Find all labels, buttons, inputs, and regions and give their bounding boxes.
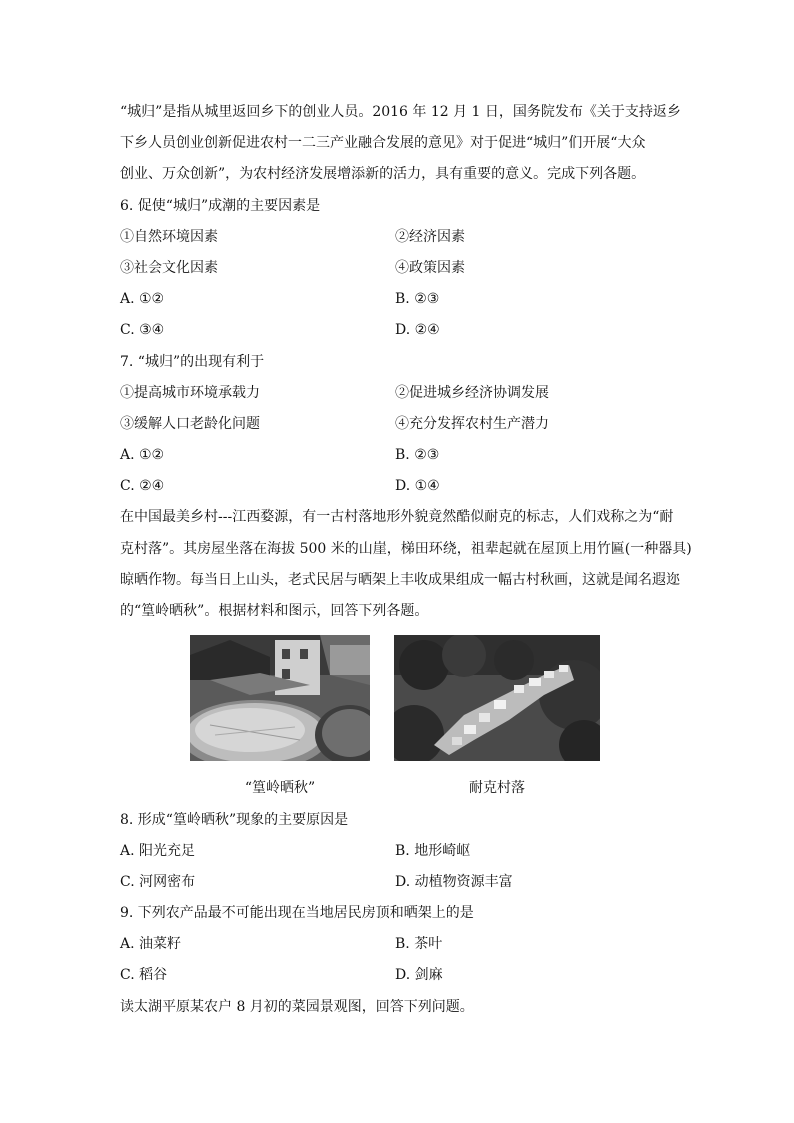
q7-option-d[interactable]: D. ①④ (395, 478, 440, 494)
passage2-line-1: 在中国最美乡村---江西婺源，有一古村落地形外貌竟然酷似耐克的标志，人们戏称之为“耐 (120, 509, 674, 525)
q8-stem: 8. 形成“篁岭晒秋”现象的主要原因是 (120, 812, 349, 828)
passage2-line-3: 晾晒作物。每当日上山头，老式民居与晒架上丰收成果组成一幅古村秋画，这就是闻名遐迩 (120, 572, 680, 588)
q7-item-1: ①提高城市环境承载力 (120, 385, 260, 401)
closing-instruction: 读太湖平原某农户 8 月初的菜园景观图，回答下列问题。 (120, 999, 474, 1015)
q8-option-b[interactable]: B. 地形崎岖 (395, 843, 471, 859)
q8-option-d[interactable]: D. 动植物资源丰富 (395, 874, 513, 890)
drying-crops-caption: “篁岭晒秋” (244, 780, 316, 796)
q7-item-2: ②促进城乡经济协调发展 (395, 385, 549, 401)
q6-option-d[interactable]: D. ②④ (395, 322, 440, 338)
passage2-line-4: 的“篁岭晒秋”。根据材料和图示，回答下列各题。 (120, 603, 429, 619)
passage1-line-2: 下乡人员创业创新促进农村一二三产业融合发展的意见》对于促进“城归”们开展“大众 (120, 135, 646, 151)
q6-option-a[interactable]: A. ①② (120, 291, 165, 307)
q7-stem: 7. “城归”的出现有利于 (120, 354, 265, 370)
nike-village-photo (394, 635, 600, 761)
q9-option-c[interactable]: C. 稻谷 (120, 967, 168, 983)
q9-option-b[interactable]: B. 茶叶 (395, 936, 443, 952)
q6-item-4: ④政策因素 (395, 260, 465, 276)
q7-option-a[interactable]: A. ①② (120, 447, 165, 463)
q7-option-c[interactable]: C. ②④ (120, 478, 165, 494)
passage1-line-1: “城归”是指从城里返回乡下的创业人员。2016 年 12 月 1 日，国务院发布《关于支持返乡 (120, 104, 681, 120)
q7-item-4: ④充分发挥农村生产潜力 (395, 416, 549, 432)
q6-stem: 6. 促使“城归”成潮的主要因素是 (120, 198, 321, 214)
q6-item-2: ②经济因素 (395, 229, 465, 245)
q9-option-d[interactable]: D. 剑麻 (395, 967, 443, 983)
q7-option-b[interactable]: B. ②③ (395, 447, 440, 463)
q6-item-3: ③社会文化因素 (120, 260, 218, 276)
q9-stem: 9. 下列农产品最不可能出现在当地居民房顶和晒架上的是 (120, 905, 474, 921)
nike-village-caption: 耐克村落 (469, 780, 525, 796)
passage1-line-3: 创业、万众创新”，为农村经济发展增添新的活力，具有重要的意义。完成下列各题。 (120, 166, 646, 182)
q8-option-c[interactable]: C. 河网密布 (120, 874, 196, 890)
drying-crops-photo (190, 635, 370, 761)
q8-option-a[interactable]: A. 阳光充足 (120, 843, 196, 859)
q6-item-1: ①自然环境因素 (120, 229, 218, 245)
q6-option-c[interactable]: C. ③④ (120, 322, 165, 338)
q6-option-b[interactable]: B. ②③ (395, 291, 440, 307)
q9-option-a[interactable]: A. 油菜籽 (120, 936, 182, 952)
passage2-line-2: 克村落”。其房屋坐落在海拔 500 米的山崖，梯田环绕，祖辈起就在屋顶上用竹匾(一种器具) (120, 541, 692, 557)
q7-item-3: ③缓解人口老龄化问题 (120, 416, 260, 432)
